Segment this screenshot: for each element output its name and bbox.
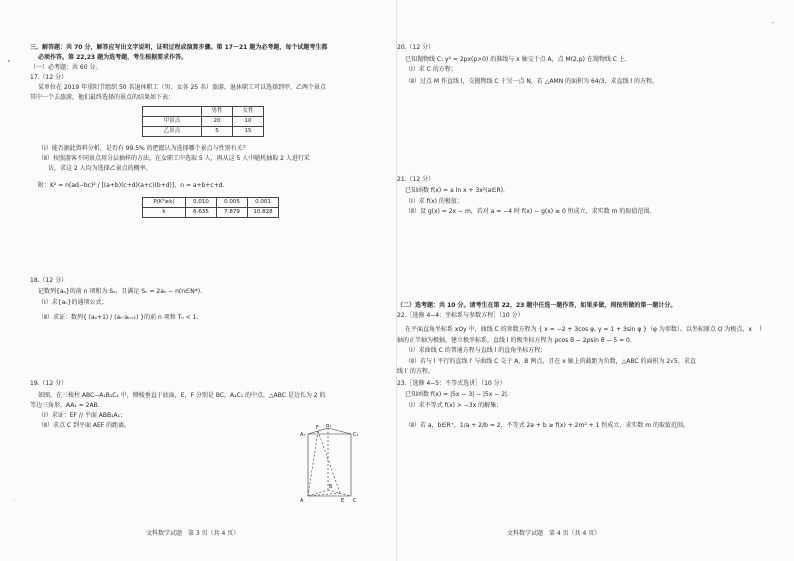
section-header-cont: 必须作答。第 22,23 题为选考题，考生根据要求作答。	[38, 54, 188, 61]
figure-label: A	[300, 498, 304, 504]
scan-speck	[14, 500, 15, 501]
q17-number: 17.（12 分）	[30, 74, 68, 81]
table-row	[143, 117, 264, 127]
table-row	[143, 198, 279, 208]
figure-label: C	[353, 498, 357, 504]
table-cell: 5	[202, 127, 233, 137]
q22-number: 22.［选修 4−4：坐标系与参数方程］（10 分）	[397, 312, 524, 319]
q23-text: 已知函数 f(x) = |5x − 3| − |5x − 2|.	[405, 391, 509, 398]
table-row	[143, 208, 279, 218]
q20-text: 已知抛物线 C: y² = 2px(p>0) 的准线与 x 轴交于点 A，点 M(2,p) 在抛物线 C 上.	[405, 56, 627, 63]
table-cell	[143, 107, 202, 117]
table-cell: 10.828	[248, 208, 279, 218]
figure-label: E	[341, 498, 345, 504]
table-cell: 乙景点	[143, 127, 202, 137]
elective-header: （二）选考题：共 10 分。请考生在第 22，23 题中任选一题作答，如果多做，则按所做的第一题计分。	[397, 302, 677, 309]
q17-part1: （Ⅰ）能否据此资料分析，是否有 99.5% 的把握认为选择哪个景点与性别有关？	[38, 145, 249, 152]
scan-speck	[760, 325, 761, 331]
q19-part1: （Ⅰ）求证：EF // 平面 ABB₁A₁；	[38, 412, 127, 419]
q18-number: 18.（12 分）	[30, 277, 68, 284]
figure-label: B	[329, 484, 333, 490]
table-cell: 0.001	[248, 198, 279, 208]
q17-part2-cont: 访，求这 2 人均为选择乙景点的概率。	[48, 165, 152, 172]
table-row	[143, 127, 264, 137]
q17-k-table	[142, 197, 279, 218]
q21-number: 21.（12 分）	[397, 176, 435, 183]
page-footer: 文科数学试题 第 3 页（共 4 页）	[146, 530, 240, 537]
q20-number: 20.（12 分）	[397, 44, 435, 51]
q22-part2-cont: 线 l′ 的方程。	[397, 368, 434, 375]
figure-label: F	[316, 425, 319, 431]
q17-text-cont: 其中一个去旅游，他们最终选择的景点的结果如下表：	[30, 94, 175, 101]
q17-text: 某单位在 2019 年重阳节组织 50 名退休职工（男、女各 25 名）旅游，退休职工可以选择到甲、乙两个景点	[38, 84, 326, 91]
figure-label: C₁	[353, 432, 359, 438]
q18-part1: （Ⅰ）求{aₙ}的通项公式；	[38, 299, 108, 306]
q17-part2: （Ⅱ）按照游客不同景点用分层抽样的方法，在女职工中选取 5 人，再从这 5 人中随机抽取 2 人进行采	[38, 155, 310, 162]
q17-formula: 附：K² = n(ad−bc)² / [(a+b)(c+d)(a+c)(b+d)]，n = a+b+c+d.	[38, 182, 225, 189]
q22-text: 在平面直角坐标系 xOy 中，曲线 C 的参数方程为 { x = −2 + 3cos φ, y = 1 + 3sin φ }（φ 为参数）。以坐标原点 O 为极点，x	[405, 326, 752, 333]
table-cell: P(K²≥k)	[143, 198, 186, 208]
scan-speck	[772, 22, 774, 23]
q18-part2: （Ⅱ）求证：数列{ (aₙ+1) / (aₙ·aₙ₊₁) }的前 n 项和 Tₙ < 1.	[38, 314, 199, 321]
q20-part2: （Ⅱ）过点 M 作直线 l，交抛物线 C 于另一点 N，若 △AMN 的面积为 64/3，求直线 l 的方程。	[405, 78, 658, 85]
q23-part1: （Ⅰ）求不等式 f(x) > −3x 的解集；	[405, 402, 503, 409]
table-cell: k	[143, 208, 186, 218]
q21-text: 已知函数 f(x) = a ln x + 3x²(a∈R).	[405, 187, 505, 194]
table-cell: 15	[233, 127, 264, 137]
figure-label: B₁	[326, 424, 332, 429]
page-footer: 文科数学试题 第 4 页（共 4 页）	[507, 530, 601, 537]
q19-number: 19.（12 分）	[30, 380, 68, 387]
q18-text: 记数列{aₙ}的前 n 项和为 Sₙ，且满足 Sₙ = 2aₙ − n(n∈N*).	[38, 288, 203, 295]
q21-part1: （Ⅰ）求 f(x) 的极值；	[405, 198, 463, 205]
q21-part2: （Ⅱ）设 g(x) = 2x − m，若对 a = −4 时 f(x) − g(x) ≥ 0 恒成立，求实数 m 的取值范围。	[405, 208, 656, 215]
exam-page-4	[397, 0, 794, 561]
table-cell: 10	[233, 117, 264, 127]
q19-part2: （Ⅱ）求点 C 到平面 AEF 的距离。	[38, 422, 131, 429]
table-cell: 20	[202, 117, 233, 127]
table-cell: 7.879	[217, 208, 248, 218]
prism-figure	[296, 424, 366, 512]
q17-gender-table	[142, 106, 264, 137]
q20-part1: （Ⅰ）求 C 的方程；	[405, 66, 457, 73]
q22-text-cont: 轴的正半轴为极轴，建立极坐标系，直线 l 的极坐标方程为 ρcos θ − 2ρsin θ − 5 = 0.	[397, 337, 632, 344]
section-header: 三、解答题：共 70 分，解答应写出文字说明，证明过程或演算步骤。第 17～21 题为必考题，每个试题考生都	[30, 44, 328, 51]
table-header: 女性	[233, 107, 264, 117]
table-cell: 0.010	[186, 198, 217, 208]
figure-label: A₁	[300, 432, 306, 438]
table-row	[143, 107, 264, 117]
q23-number: 23.［选修 4−5：不等式选讲］（10 分）	[397, 380, 506, 387]
q22-part2: （Ⅱ）若与 l 平行的直线 l′ 与曲线 C 交于 A，B 两点，且在 x 轴上的截距为负数，△ABC 的面积为 2√5，求直	[405, 358, 696, 365]
q19-text-cont: 等边三角形，AA₁ = 2AB.	[30, 402, 100, 409]
q22-part1: （Ⅰ）求曲线 C 的普通方程与直线 l 的直角坐标方程；	[405, 347, 547, 354]
table-cell: 甲景点	[143, 117, 202, 127]
table-cell: 6.635	[186, 208, 217, 218]
scan-speck	[8, 60, 10, 62]
table-cell: 0.005	[217, 198, 248, 208]
table-header: 男性	[202, 107, 233, 117]
required-header: （一）必考题：共 60 分。	[30, 64, 102, 71]
q19-text: 如图，在三棱柱 ABC−A₁B₁C₁ 中，侧棱垂直于底面，E，F 分别是 BC，A₁C₁ 的中点，△ABC 是边长为 2 的	[38, 392, 326, 399]
q23-part2: （Ⅱ）若 a，b∈R⁺，1/a + 2/b = 2，不等式 2a + b ≥ f(x) + 2m² + 1 恒成立，求实数 m 的取值范围。	[405, 422, 689, 429]
